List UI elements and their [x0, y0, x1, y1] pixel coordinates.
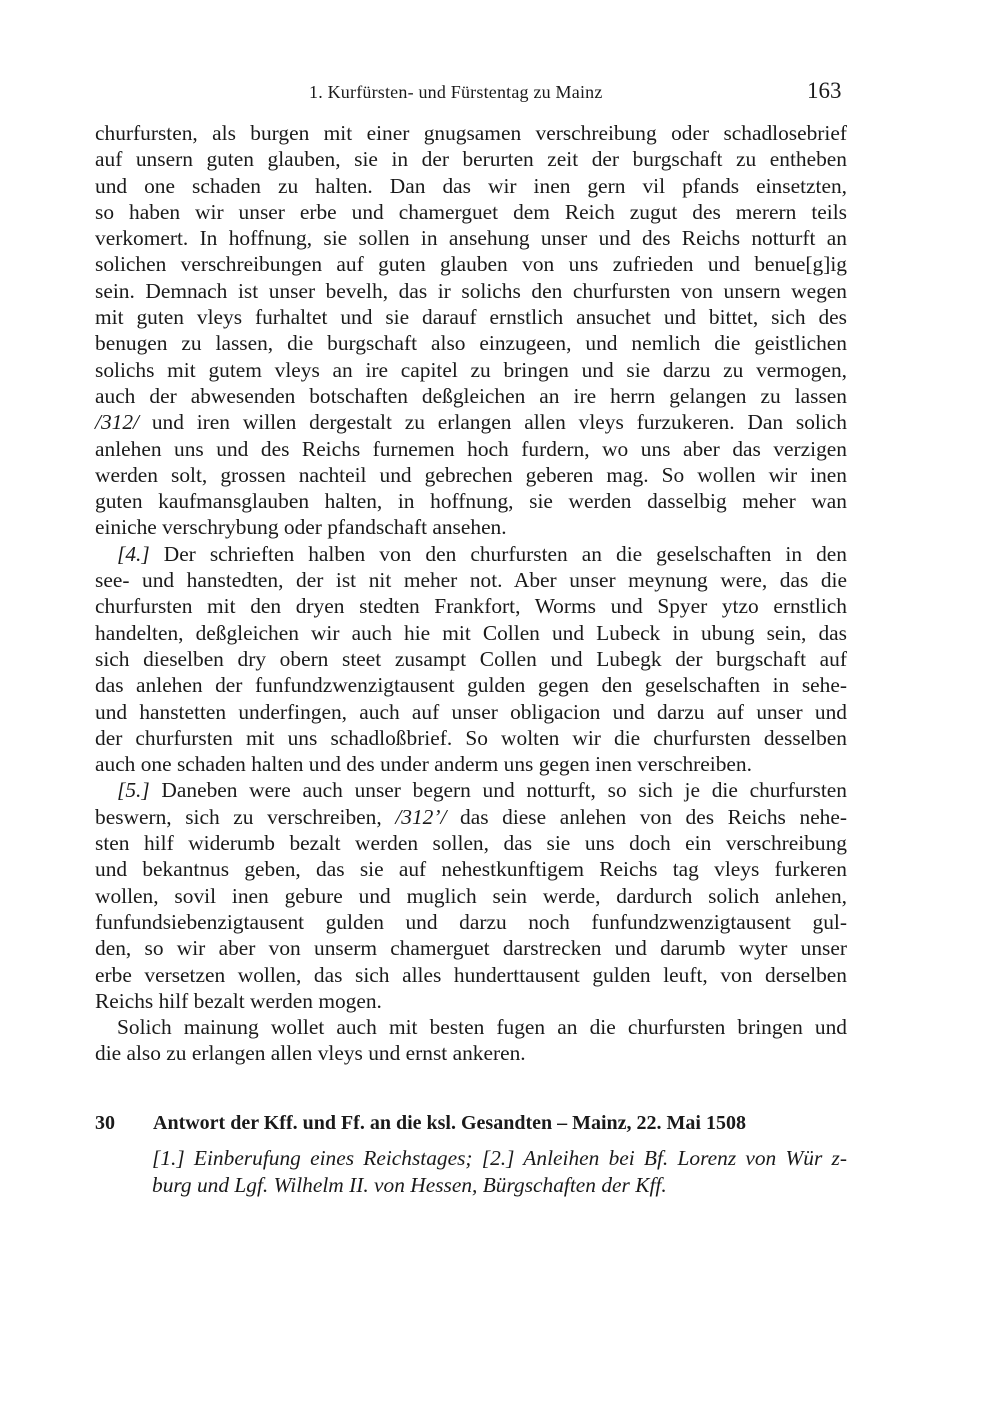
- body-text: [95, 120, 847, 1067]
- line-text: sten hilf widerumb bezalt werden sollen, das sie uns doch ein verschreibung: [95, 831, 847, 856]
- text-line: [95, 541, 847, 567]
- text-line: [95, 593, 847, 619]
- line-text: einiche verschrybung oder pfandschaft ansehen.: [95, 515, 507, 540]
- line-text: sich dieselben dry obern steet zusampt Collen und Lubegk der burgschaft auf: [95, 646, 847, 671]
- line-text: das diese anlehen von des Reichs nehe-: [446, 804, 847, 829]
- line-text: solichen verschreibungen auf guten glauben von uns zufrieden und benue[g]ig: [95, 252, 847, 277]
- text-line: [95, 488, 847, 514]
- summary-line: burg und Lgf. Wilhelm II. von Hessen, Bürgschaften der Kff.: [152, 1173, 667, 1197]
- line-text: den, so wir aber von unserm chamerguet darstrecken und darumb wyter unser: [95, 936, 847, 961]
- folio-marker: [5.]: [117, 778, 150, 803]
- text-line: [95, 777, 847, 803]
- line-text: Der schrieften halben von den churfursten an die geselschaften in den: [149, 541, 847, 566]
- line-text: handelten, deßgleichen wir auch hie mit Collen und Lubeck in ubung sein, das: [95, 620, 847, 645]
- line-text: das anlehen der funfundzwenzigtausent gulden gegen den geselschaften in sehe-: [95, 673, 847, 698]
- line-text: guten kaufmansglauben halten, in hoffnung, sie werden dasselbig meher wan: [95, 489, 847, 514]
- line-text: Reichs hilf bezalt werden mogen.: [95, 988, 382, 1013]
- text-line: [95, 725, 847, 751]
- line-text: Daneben were auch unser begern und notturft, so sich je die churfursten: [149, 778, 847, 803]
- folio-marker: /312/: [95, 410, 139, 435]
- line-text: so haben wir unser erbe und chamerguet dem Reich zugut des merern teils: [95, 199, 847, 224]
- line-text: und iren willen dergestalt zu erlangen allen vleys furzukeren. Dan solich: [138, 410, 847, 435]
- text-line: [95, 173, 847, 199]
- line-text: erbe versetzen wollen, das sich alles hunderttausent gulden leuft, von derselben: [95, 962, 847, 987]
- line-text: funfundsiebenzigtausent gulden und darzu noch funfundzwenzigtausent gul-: [95, 909, 847, 934]
- document-summary: [152, 1145, 847, 1199]
- text-line: [95, 751, 847, 777]
- text-line: [95, 120, 847, 146]
- line-text: churfursten mit den dryen stedten Frankfort, Worms und Spyer ytzo ernstlich: [95, 594, 847, 619]
- line-text: auf unsern guten glauben, sie in der berurten zeit der burgschaft zu entheben: [95, 147, 847, 172]
- folio-marker: [4.]: [117, 541, 150, 566]
- text-line: [95, 935, 847, 961]
- text-line: [95, 357, 847, 383]
- text-line: [95, 225, 847, 251]
- line-text: und bekantnus geben, das sie auf nehestkunftigem Reichs tag vleys furkeren: [95, 857, 847, 882]
- document-number: 30: [95, 1112, 115, 1134]
- text-line: [95, 278, 847, 304]
- text-line: [95, 830, 847, 856]
- text-line: [95, 514, 847, 540]
- line-text: Solich mainung wollet auch mit besten fugen an die churfursten bringen und: [117, 1015, 847, 1040]
- line-text: und one schaden zu halten. Dan das wir inen gern vil pfands einsetzten,: [95, 173, 847, 198]
- text-line: [95, 646, 847, 672]
- running-head: [0, 78, 1004, 108]
- text-line: [95, 251, 847, 277]
- line-text: der churfursten mit uns schadloßbrief. So wolten wir die churfursten desselben: [95, 725, 847, 750]
- folio-marker: /312’/: [395, 804, 447, 829]
- line-text: see- und hanstedten, der ist nit meher not. Aber unser meynung were, das die: [95, 568, 847, 593]
- text-line: [95, 804, 847, 830]
- text-line: [95, 988, 847, 1014]
- text-line: [95, 909, 847, 935]
- line-text: anlehen uns und des Reichs furnemen hoch furdern, wo uns aber das verzigen: [95, 436, 847, 461]
- line-text: mit guten vleys furhaltet und sie darauf ernstlich ansuchet und bittet, sich des: [95, 305, 847, 330]
- text-line: [95, 199, 847, 225]
- text-line: [95, 962, 847, 988]
- line-text: churfursten, als burgen mit einer gnugsamen verschreibung oder schadlosebrief: [95, 121, 847, 145]
- line-text: auch der abwesenden botschaften deßgleichen an ire herrn gelangen zu lassen: [95, 383, 847, 408]
- line-text: und hanstetten underfingen, auch auf unser obligacion und darzu auf unser und: [95, 699, 847, 724]
- text-line: [95, 1040, 847, 1066]
- running-title: 1. Kurfürsten- und Fürstentag zu Mainz: [309, 82, 603, 102]
- text-line: [95, 330, 847, 356]
- text-line: [95, 856, 847, 882]
- text-line: [95, 1014, 847, 1040]
- text-line: [95, 883, 847, 909]
- line-text: wollen, sovil inen gebure und muglich sein werde, dardurch solich anlehen,: [95, 883, 847, 908]
- summary-line: [1.] Einberufung eines Reichstages; [2.] Anleihen bei Bf. Lorenz von Wür z-: [152, 1146, 847, 1170]
- text-line: [95, 409, 847, 435]
- line-text: werden solt, grossen nachteil und gebrechen geberen mag. So wollen wir inen: [95, 462, 847, 487]
- text-line: [95, 699, 847, 725]
- line-text: die also zu erlangen allen vleys und ernst ankeren.: [95, 1041, 526, 1066]
- line-text: sein. Demnach ist unser bevelh, das ir solichs den churfursten von unsern wegen: [95, 278, 847, 303]
- line-text: verkomert. In hoffnung, sie sollen in ansehung unser und des Reichs notturft an: [95, 226, 847, 251]
- text-line: [95, 436, 847, 462]
- text-line: [95, 383, 847, 409]
- text-line: [95, 462, 847, 488]
- text-line: [95, 672, 847, 698]
- line-text: solichs mit gutem vleys an ire capitel zu bringen und sie darzu zu vermogen,: [95, 357, 847, 382]
- text-line: [95, 620, 847, 646]
- line-text: benugen zu lassen, die burgschaft also einzugeen, und nemlich die geistlichen: [95, 331, 847, 356]
- page-number: 163: [807, 78, 842, 103]
- line-text: beswern, sich zu verschreiben,: [95, 804, 396, 829]
- text-line: [95, 567, 847, 593]
- text-line: [95, 304, 847, 330]
- document-title: Antwort der Kff. und Ff. an die ksl. Gesandten – Mainz, 22. Mai 1508: [153, 1112, 746, 1134]
- line-text: auch one schaden halten und des under anderm uns gegen inen verschreiben.: [95, 752, 752, 777]
- text-line: [95, 146, 847, 172]
